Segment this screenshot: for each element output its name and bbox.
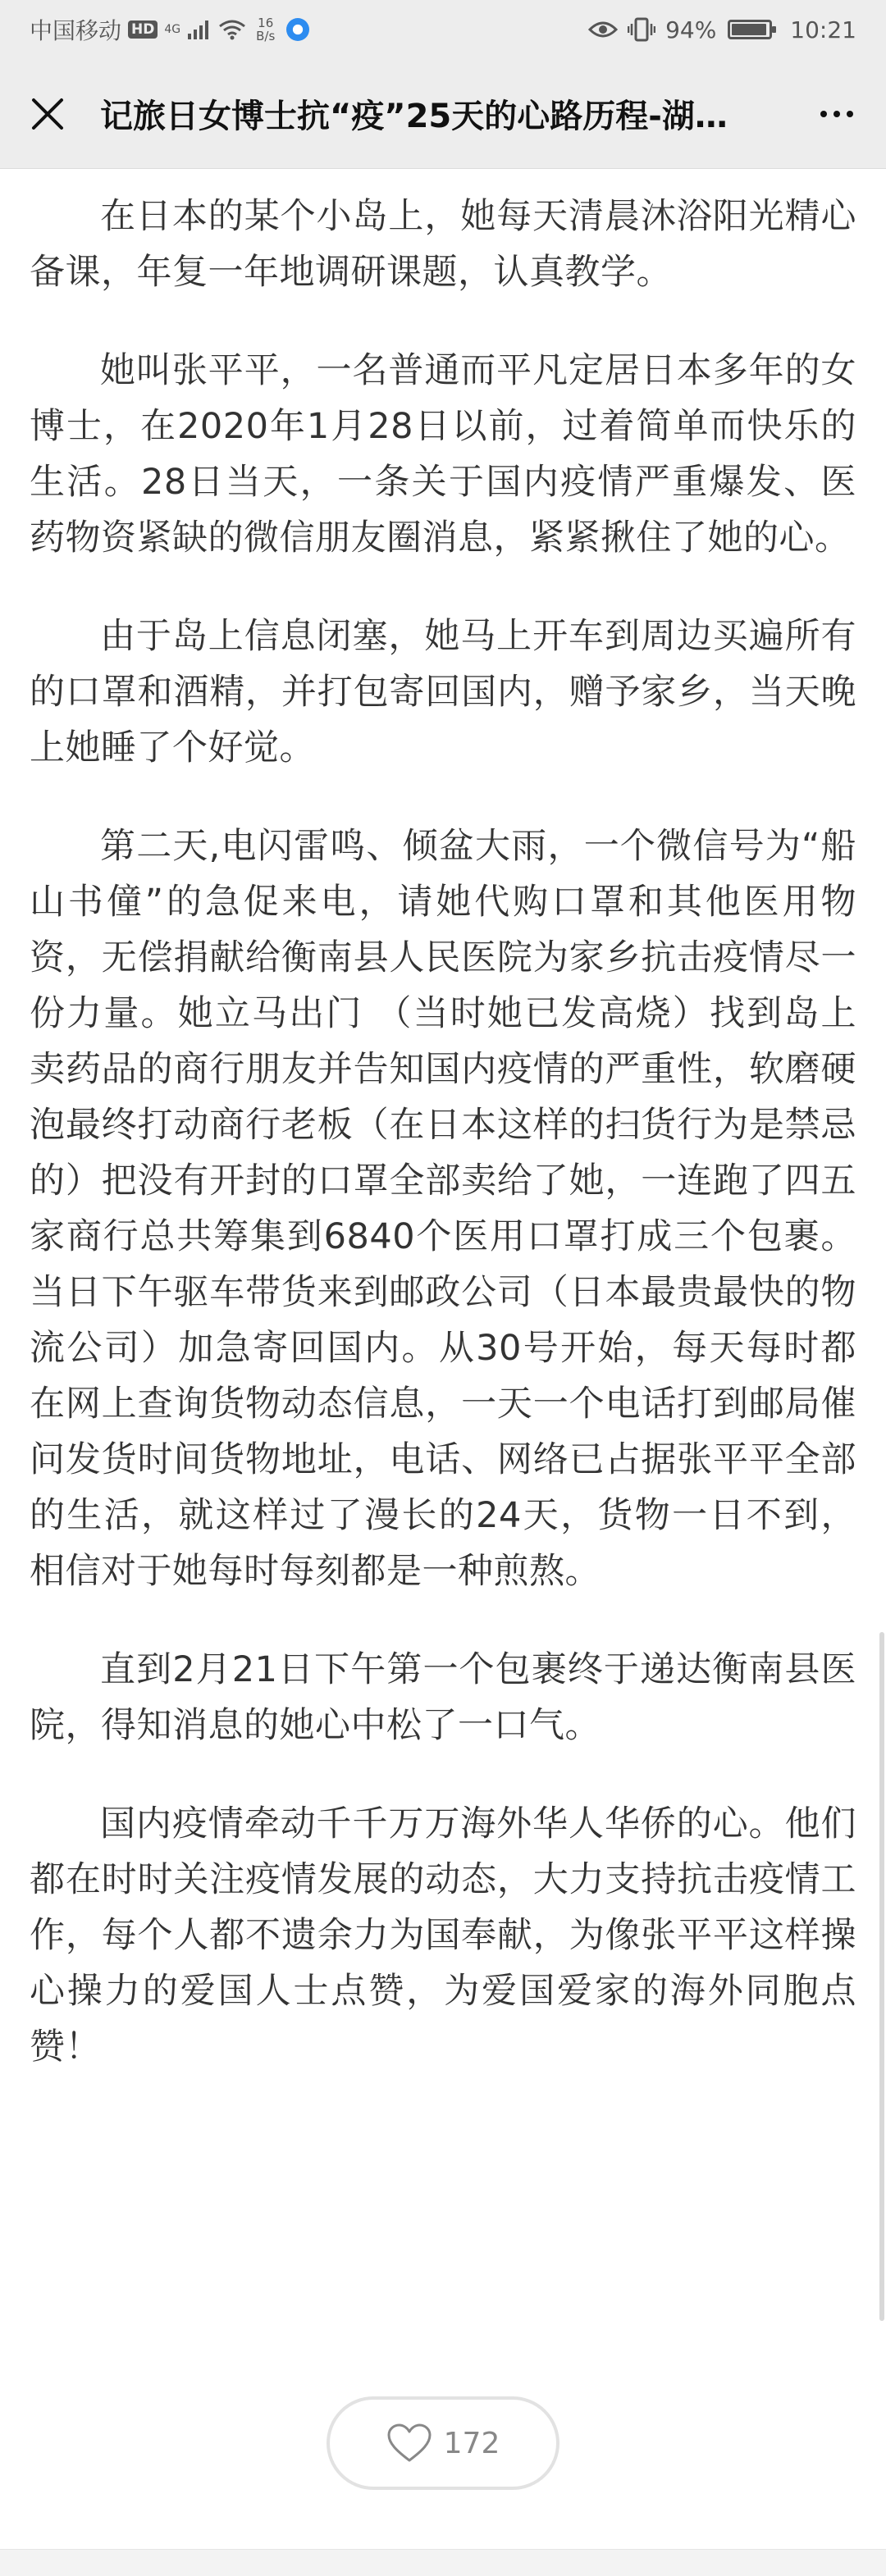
nav-bar [0,59,886,169]
hd-badge: HD [128,21,158,39]
article-paragraph: 国内疫情牵动千千万万海外华人华侨的心。他们都在时时关注疫情发展的动态，大力支持抗击疫情工作，每个人都不遗余力为国奉献，为像张平平这样操心操力的爱国人士点赞，为爱国爱家的海外同胞点赞！ [30,1803,856,2068]
network-type [164,24,180,35]
battery-icon [728,20,772,39]
speed-value: 16 [258,16,274,30]
like-count: 172 [443,2426,500,2460]
app-notification-icon [286,18,309,41]
page-title: 记旅日女博士抗“疫”25天的心路历程-湖… [100,98,728,135]
status-right [588,16,856,43]
speed-unit: B/s [256,29,276,43]
bottom-bar [0,2549,886,2576]
more-icon [833,111,840,117]
article-paragraph: 在日本的某个小岛上，她每天清晨沐浴阳光精心备课，年复一年地调研课题，认真教学。 [30,196,856,293]
status-left [30,13,309,46]
battery-percent: 94% [665,16,717,43]
wifi-icon [218,19,246,40]
clock: 10:21 [790,16,856,43]
carrier-label: 中国移动 [30,17,122,44]
close-icon [30,97,65,131]
more-icon [847,111,853,117]
more-button[interactable] [812,91,861,137]
network-label: 4G [164,23,181,36]
article-paragraph: 第二天,电闪雷鸣、倾盆大雨，一个微信号为“船山书僮”的急促来电，请她代购口罩和其他医用物资，无偿捐献给衡南县人民医院为家乡抗击疫情尽一份力量。她立马出门 （当时她已发高烧）找到岛上卖药品的商行朋友并告知国内疫情的严重性，软磨硬泡最终打动商行老板（在日本这样的扫货行为是禁忌的）把没有开封的口罩全部卖给了她，一连跑了四五家商行总共筹集到6840个医用口罩打成三个包裹。当日下午驱车带货来到邮政公司（日本最贵最快的物流公司）加急寄回国内。从30号开始，每天每时都在网上查询货物动态信息，一天一个电话打到邮局催问发货时间货物地址，电话、网络已占据张平平全部的生活，就这样过了漫长的24天，货物一日不到，相信对于她每时每刻都是一种煎熬。 [30,826,856,1592]
battery-level [732,24,765,35]
scrollbar[interactable] [879,1632,884,2321]
eye-icon [588,20,618,39]
network-speed [256,16,275,43]
close-button[interactable] [25,91,71,137]
article-body [30,169,856,2075]
article-paragraph: 她叫张平平，一名普通而平凡定居日本多年的女博士，在2020年1月28日以前，过着简单而快乐的生活。28日当天，一条关于国内疫情严重爆发、医药物资紧缺的微信朋友圈消息，紧紧揪住了她的心。 [30,350,856,559]
heart-icon [386,2423,432,2464]
more-icon [820,111,827,117]
article-paragraph: 直到2月21日下午第一个包裹终于递达衡南县医院，得知消息的她心中松了一口气。 [30,1649,856,1746]
like-button[interactable] [327,2396,559,2490]
signal-icon [187,19,212,40]
article-paragraph: 由于岛上信息闭塞，她马上开车到周边买遍所有的口罩和酒精，并打包寄回国内，赠予家乡，当天晚上她睡了个好觉。 [30,616,856,768]
status-bar [0,0,886,59]
vibrate-icon [628,17,655,42]
